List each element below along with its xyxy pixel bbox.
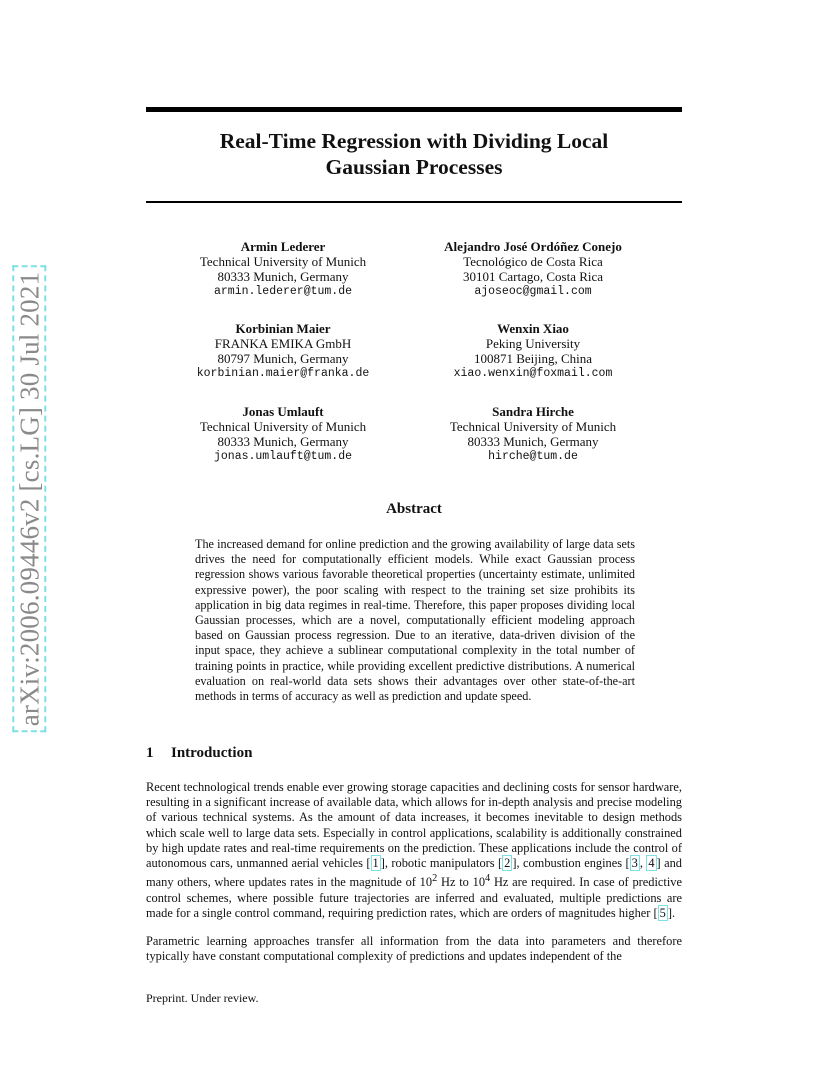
author-address: 80797 Munich, Germany xyxy=(217,351,349,366)
abstract-text: The increased demand for online prediction and the growing availability of large data sets drives the need for computationally efficient models. While exact Gaussian process regression shows various favorable theoretical properties (uncertainty estimate, unlimited expressive power), the poor scaling with respect to the training set size prohibits its application in big data regimes in real-time. Therefore, this paper proposes dividing local Gaussian processes, which are a novel, computationally efficient modeling approach based on Gaussian process regression. Due to an iterative, data-driven division of the input space, they achieve a sublinear computational complexity in the total number of training points in practice, while providing excellent predictive distributions. A numerical evaluation on real-world data sets shows their advantages over other state-of-the-art methods in terms of accuracy as well as prediction and update speed. xyxy=(195,537,635,704)
author-email[interactable]: armin.lederer@tum.de xyxy=(213,285,353,298)
author-name: Korbinian Maier xyxy=(235,321,331,336)
author-block xyxy=(153,404,413,464)
author-block xyxy=(153,321,413,381)
paragraph-text: ]. xyxy=(667,905,676,920)
author-block xyxy=(403,239,663,299)
author-block xyxy=(153,239,413,299)
author-name: Armin Lederer xyxy=(240,239,326,254)
author-affiliation: Technical University of Munich xyxy=(449,419,617,434)
intro-paragraph-1 xyxy=(146,780,682,921)
paragraph-text: , xyxy=(639,856,647,871)
paragraph-text: ], combustion engines [ xyxy=(512,856,630,871)
exponent: 2 xyxy=(432,873,438,885)
author-affiliation: Technical University of Munich xyxy=(199,419,367,434)
paper-title xyxy=(146,128,682,180)
citation-link[interactable]: 4 xyxy=(648,856,655,871)
author-email[interactable]: korbinian.maier@franka.de xyxy=(196,367,370,380)
author-affiliation: FRANKA EMIKA GmbH xyxy=(214,336,352,351)
paragraph-text: Hz are required. In case of predictive control schemes, where possible future trajectories are inferred and evaluated, multiple predictions are made for a single control command, requiring prediction rates, which are orders of magnitudes higher [ xyxy=(146,875,682,920)
author-email[interactable]: ajoseoc@gmail.com xyxy=(474,285,592,298)
citation-link[interactable]: 2 xyxy=(504,856,511,871)
section-number: 1 xyxy=(146,745,154,761)
author-address: 80333 Munich, Germany xyxy=(217,269,349,284)
author-name: Jonas Umlauft xyxy=(242,404,324,419)
footer-note: Preprint. Under review. xyxy=(146,991,259,1005)
paragraph-text: Recent technological trends enable ever growing storage capacities and declining costs for sensor hardware, resulting in a significant increase of available data, which allows for in-depth analysis and precise modeling of various technical systems. As the amount of data increases, it becomes inevitable to design methods which scale well to large data sets. Especially in control applications, scalability is additionally constrained by high update rates and real-time requirements on the prediction. These applications include the control of autonomous cars, unmanned aerial vehicles [ xyxy=(146,780,682,871)
title-line-2: Gaussian Processes xyxy=(325,155,503,179)
author-name: Wenxin Xiao xyxy=(497,321,569,336)
author-block xyxy=(403,404,663,464)
author-email[interactable]: jonas.umlauft@tum.de xyxy=(213,450,353,463)
citation-link[interactable]: 1 xyxy=(372,856,379,871)
section-title: Introduction xyxy=(171,745,253,761)
author-address: 100871 Beijing, China xyxy=(473,351,593,366)
author-address: 30101 Cartago, Costa Rica xyxy=(462,269,604,284)
author-name: Alejandro José Ordóñez Conejo xyxy=(444,239,622,254)
exponent: 4 xyxy=(485,873,491,885)
title-top-rule xyxy=(146,107,682,112)
author-name: Sandra Hirche xyxy=(492,404,574,419)
abstract-heading: Abstract xyxy=(386,501,442,517)
intro-paragraph-2: Parametric learning approaches transfer all information from the data into parameters and therefore typically have constant computational complexity of predictions and updates independent of the xyxy=(146,934,682,964)
citation-link[interactable]: 5 xyxy=(659,905,666,920)
author-address: 80333 Munich, Germany xyxy=(217,434,349,449)
citation-link[interactable]: 3 xyxy=(631,856,638,871)
author-address: 80333 Munich, Germany xyxy=(467,434,599,449)
author-affiliation: Peking University xyxy=(485,336,581,351)
section-heading xyxy=(146,745,252,762)
arxiv-identifier[interactable]: arXiv:2006.09446v2 [cs.LG] 30 Jul 2021 xyxy=(12,266,46,733)
arxiv-side-stamp[interactable] xyxy=(10,262,48,736)
paragraph-text: ], robotic manipulators [ xyxy=(380,856,503,871)
paragraph-text: Hz to 10 xyxy=(437,875,486,890)
title-bottom-rule xyxy=(146,201,682,203)
paragraph-text: ] and many others, where updates rates in the magnitude of 10 xyxy=(146,856,682,890)
author-email[interactable]: hirche@tum.de xyxy=(488,450,578,463)
author-affiliation: Tecnológico de Costa Rica xyxy=(463,254,603,269)
author-email[interactable]: xiao.wenxin@foxmail.com xyxy=(453,367,613,380)
title-line-1: Real-Time Regression with Dividing Local xyxy=(219,129,609,153)
author-affiliation: Technical University of Munich xyxy=(199,254,367,269)
author-block xyxy=(403,321,663,381)
